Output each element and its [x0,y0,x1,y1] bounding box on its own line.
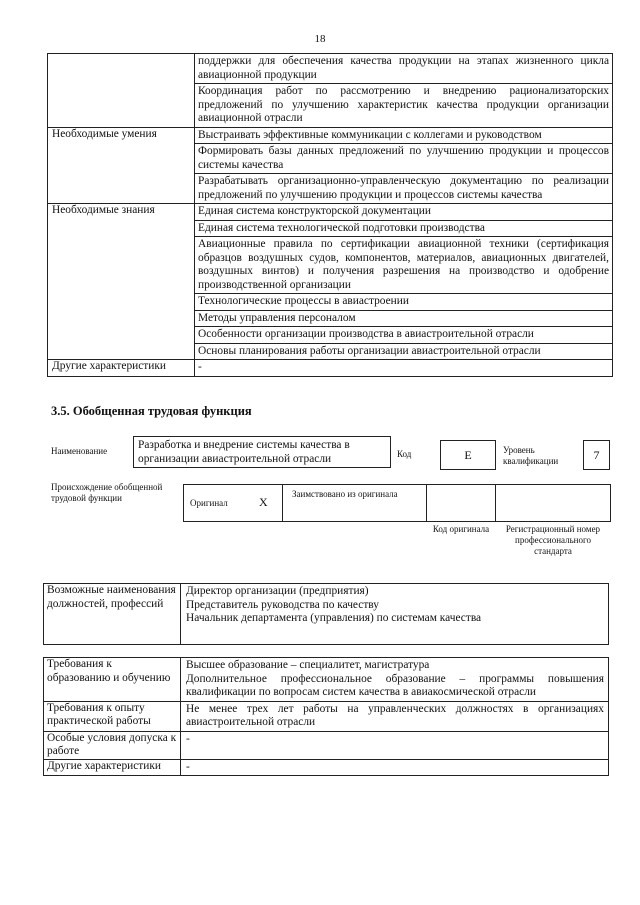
code-value: E [464,448,472,462]
table-cell [181,658,609,702]
requirements-table [43,657,609,776]
table-row [44,658,609,702]
original-mark: X [259,495,268,509]
reg-number-caption: Регистрационный номер профессионального стандарта [505,524,601,556]
table-cell: Авиационные правила по сертификации авиационной техники (сертификация образцов воздушных судов, компонентов, материалов, авиационных двигателей, воздушных винтов) и получения разрешения на производство и одобрение производственной организации [195,237,613,294]
requirement-item: Высшее образование – специалитет, магистратура [186,659,430,671]
row-label: Необходимые знания [48,204,195,360]
original-label: Оригинал [190,498,228,508]
table-row [48,360,613,377]
competencies-table [47,53,613,377]
positions-table [43,583,609,645]
table-cell: Координация работ по рассмотрению и внедрению рационализаторских предложений по улучшению характеристик качества продукции организации авиационной отрасли [195,84,613,128]
code-original-box [426,484,496,522]
table-cell: Единая система технологической подготовки производства [195,220,613,237]
table-cell: Основы планирования работы организации авиастроительной отрасли [195,343,613,360]
table-cell: Технологические процессы в авиастроении [195,294,613,311]
row-label: Возможные наименования должностей, профессий [44,584,181,645]
code-box [440,440,496,470]
row-label: Необходимые умения [48,127,195,204]
table-cell [181,584,609,645]
table-cell: Не менее трех лет работы на управленческих должностях в организациях авиастроительной отрасли [181,701,609,731]
level-value: 7 [593,448,600,462]
level-label: Уровень квалификации [503,445,559,466]
table-cell: Разрабатывать организационно-управленческую документацию по реализации предложений по улучшению продукции и процессов системы качества [195,174,613,204]
position-item: Директор организации (предприятия) [186,585,369,597]
row-label: Особые условия допуска к работе [44,731,181,759]
level-box [583,440,610,470]
table-cell: Формировать базы данных предложений по улучшению продукции и процессов системы качества [195,144,613,174]
table-row [44,731,609,759]
position-item: Представитель руководства по качеству [186,598,379,611]
table-row [44,584,609,645]
table-cell: - [181,731,609,759]
page-number: 18 [314,33,326,45]
row-label: Другие характеристики [44,759,181,776]
code-label: Код [397,449,412,459]
section-heading: 3.5. Обобщенная трудовая функция [51,404,252,418]
function-name-value: Разработка и внедрение системы качества в организации авиастроительной отрасли [138,439,350,465]
table-row [48,204,613,221]
reg-number-box [495,484,611,522]
table-cell: Особенности организации производства в авиастроительной отрасли [195,327,613,344]
table-cell: Методы управления персоналом [195,310,613,327]
row-label [48,54,195,128]
table-row [44,759,609,776]
table-cell: Выстраивать эффективные коммуникации с коллегами и руководством [195,127,613,144]
row-label: Требования к образованию и обучению [44,658,181,702]
name-label: Наименование [51,446,108,456]
table-cell: - [195,360,613,377]
original-box [183,484,283,522]
function-name-box [133,436,391,468]
table-cell: поддержки для обеспечения качества продукции на этапах жизненного цикла авиационной продукции [195,54,613,84]
row-label: Требования к опыту практической работы [44,701,181,731]
borrowed-box [282,484,427,522]
borrowed-label: Заимствовано из оригинала [292,489,398,499]
origin-label: Происхождение обобщенной трудовой функции [51,482,163,503]
row-label: Другие характеристики [48,360,195,377]
table-cell: Единая система конструкторской документации [195,204,613,221]
requirement-item: Дополнительное профессиональное образование – программы повышения квалификации по вопросам систем качества в авиакосмической отрасли [186,672,604,698]
table-row [44,701,609,731]
code-original-caption: Код оригинала [432,524,490,534]
table-row [48,54,613,84]
table-row [48,127,613,144]
position-item: Начальник департамента (управления) по системам качества [186,612,482,624]
table-cell: - [181,759,609,776]
